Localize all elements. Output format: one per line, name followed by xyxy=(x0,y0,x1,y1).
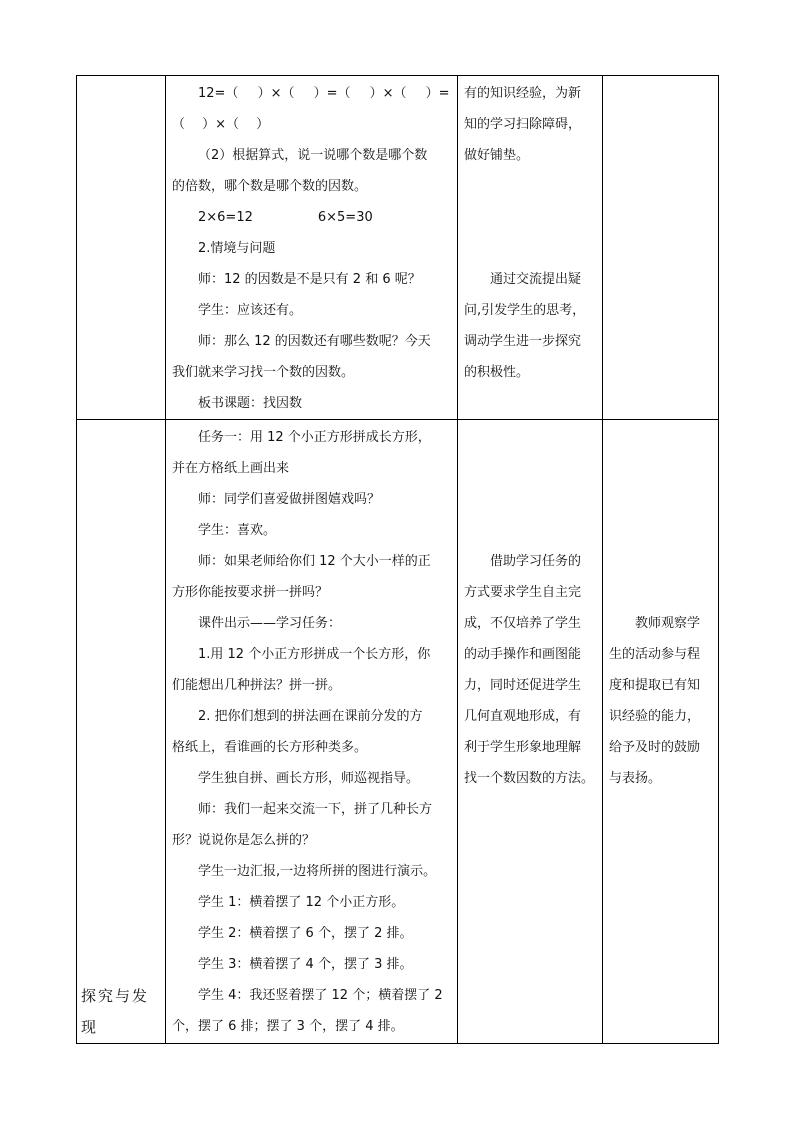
content-line: 师：12 的因数是不是只有 2 和 6 呢？ xyxy=(198,272,421,287)
content-line: 任务一：用 12 个小正方形拼成长方形， xyxy=(198,430,431,445)
content-line: 2×6=12 6×5=30 xyxy=(198,210,373,225)
intent-line: 利于学生形象地理解 xyxy=(464,740,582,755)
intent-line: 的动手操作和画图能 xyxy=(464,647,582,662)
stage-label-line: 探究与发 xyxy=(81,987,150,1005)
content-line: 1.用 12 个小正方形拼成一个长方形，你 xyxy=(198,647,431,662)
design-intent-cell xyxy=(458,420,603,1044)
lesson-plan-table xyxy=(76,75,719,1044)
content-line: 个，摆了 6 排；摆了 3 个，摆了 4 排。 xyxy=(172,1019,404,1034)
stage-cell xyxy=(77,420,166,1044)
content-line: 学生独自拼、画长方形，师巡视指导。 xyxy=(198,771,420,786)
intent-line: 有的知识经验，为新 xyxy=(464,86,582,101)
assessment-line: 识经验的能力， xyxy=(609,709,701,724)
content-line: 师：如果老师给你们 12 个大小一样的正 xyxy=(198,554,431,569)
intent-line: 知的学习扫除障碍， xyxy=(464,117,582,132)
content-line: 学生：喜欢。 xyxy=(198,523,277,538)
content-line: 师：那么 12 的因数还有哪些数呢？今天 xyxy=(198,334,431,349)
content-line: 们能想出几种拼法？拼一拼。 xyxy=(172,678,342,693)
stage-label xyxy=(81,981,161,1043)
intent-line: 力，同时还促进学生 xyxy=(464,678,582,693)
stage-label-line: 现 xyxy=(81,1018,99,1036)
assessment-line: 教师观察学 xyxy=(635,616,701,631)
content-line: 学生 1：横着摆了 12 个小正方形。 xyxy=(198,895,405,910)
intent-line: 通过交流提出疑 xyxy=(490,272,582,287)
intent-line: 做好铺垫。 xyxy=(464,148,530,163)
content-line: 并在方格纸上画出来 xyxy=(172,461,290,476)
content-line: 板书课题：找因数 xyxy=(198,396,303,411)
assessment-cell-empty xyxy=(603,76,719,420)
content-line: （2）根据算式，说一说哪个数是哪个数 xyxy=(198,148,428,163)
design-intent-cell xyxy=(458,76,603,420)
stage-cell-empty xyxy=(77,76,166,420)
intent-line: 调动学生进一步探究 xyxy=(464,334,582,349)
content-cell xyxy=(166,76,458,420)
intent-line: 借助学习任务的 xyxy=(490,554,582,569)
assessment-cell xyxy=(603,420,719,1044)
assessment-line: 与表扬。 xyxy=(609,771,662,786)
table-row xyxy=(77,420,719,1044)
content-line: 学生一边汇报,一边将所拼的图进行演示。 xyxy=(198,864,437,879)
table-row xyxy=(77,76,719,420)
assessment-line: 给予及时的鼓励 xyxy=(609,740,701,755)
content-line: 我们就来学习找一个数的因数。 xyxy=(172,365,355,380)
intent-line: 几何直观地形成，有 xyxy=(464,709,582,724)
content-line: 学生：应该还有。 xyxy=(198,303,303,318)
content-line: 师：我们一起来交流一下，拼了几种长方 xyxy=(198,802,433,817)
content-line: 2. 把你们想到的拼法画在课前分发的方 xyxy=(198,709,423,724)
intent-line: 成，不仅培养了学生 xyxy=(464,616,582,631)
content-line: 师：同学们喜爱做拼图嬉戏吗？ xyxy=(198,492,381,507)
intent-line: 方式要求学生自主完 xyxy=(464,585,582,600)
content-line: 课件出示——学习任务： xyxy=(198,616,342,631)
intent-line: 的积极性。 xyxy=(464,365,530,380)
content-cell xyxy=(166,420,458,1044)
content-line: 格纸上，看谁画的长方形种类多。 xyxy=(172,740,368,755)
content-line: 2.情境与问题 xyxy=(198,241,276,256)
content-line: 学生 3：横着摆了 4 个，摆了 3 排。 xyxy=(198,957,413,972)
content-line: 形？说说你是怎么拼的？ xyxy=(172,833,316,848)
assessment-line: 度和提取已有知 xyxy=(609,678,701,693)
content-line: 学生 2：横着摆了 6 个，摆了 2 排。 xyxy=(198,926,413,941)
content-line: （ ）×（ ） xyxy=(172,117,270,132)
content-line: 的倍数，哪个数是哪个数的因数。 xyxy=(172,179,368,194)
content-line: 12=（ ）×（ ）=（ ）×（ ）= xyxy=(198,86,450,101)
assessment-line: 生的活动参与程 xyxy=(609,647,701,662)
intent-line: 找一个数因数的方法。 xyxy=(464,771,595,786)
content-line: 方形你能按要求拼一拼吗？ xyxy=(172,585,329,600)
intent-line: 问,引发学生的思考， xyxy=(464,303,586,318)
content-line: 学生 4：我还竖着摆了 12 个；横着摆了 2 xyxy=(198,988,443,1003)
